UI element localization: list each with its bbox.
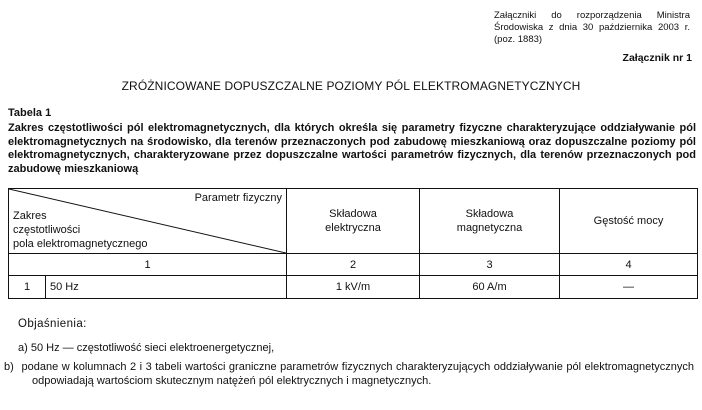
limits-table xyxy=(8,188,698,299)
column-number-2: 2 xyxy=(287,254,420,276)
annex-number: Załącznik nr 1 xyxy=(622,52,692,64)
magnetic-header-line-2: magnetyczna xyxy=(456,222,523,234)
physical-parameter-label: Parametr fizyczny xyxy=(194,192,282,204)
electric-header-line-1: Składowa xyxy=(329,208,377,220)
note-b-text: podane w kolumnach 2 i 3 tabeli wartości graniczne parametrów fizycznych charakteryzujących oddziaływanie pól elektromagnetycznych odpowiadają wartościom skutecznym natężeń pól elektrycznych i magnetycznych. xyxy=(21,361,694,387)
table-caption: Zakres częstotliwości pól elektromagnetycznych, dla których określa się parametry fizyczne charakteryzujące oddziaływanie pól elektromagnetycznych na środowisko, dla terenów przeznaczonych pod zabudowę mieszkaniową oraz dopuszczalne poziomy pól elektromagnetycznych, charakteryzowane przez dopuszczalne wartości parametrów fizycznych, dla terenów przeznaczonych pod zabudowę mieszkaniową xyxy=(8,122,696,175)
frequency-range-line-2: częstotliwości xyxy=(13,224,81,236)
electric-header-line-2: elektryczna xyxy=(325,222,381,234)
corner-header-cell xyxy=(9,189,287,254)
frequency-value: 50 Hz xyxy=(46,276,287,299)
electric-component-header xyxy=(287,189,420,254)
annex-note: Załączniki do rozporządzenia Ministra Środowiska z dnia 30 października 2003 r. (poz. 1883) xyxy=(494,10,690,45)
frequency-range-line-3: pola elektromagnetycznego xyxy=(13,238,148,250)
table-row xyxy=(9,276,698,299)
notes-title: Objaśnienia: xyxy=(18,318,87,330)
power-density-value: — xyxy=(560,276,698,299)
table-label: Tabela 1 xyxy=(8,107,52,119)
magnetic-value: 60 A/m xyxy=(420,276,560,299)
electric-value: 1 kV/m xyxy=(287,276,420,299)
document-title: ZRÓŻNICOWANE DOPUSZCZALNE POZIOMY PÓL ELEKTROMAGNETYCZNYCH xyxy=(121,79,581,93)
note-b: b) podane w kolumnach 2 i 3 tabeli wartości graniczne parametrów fizycznych charakteryzujących oddziaływanie pól elektromagnetycznych odpowiadają wartościom skutecznym natężeń pól elektrycznych i magnetycznych. xyxy=(4,361,694,387)
row-number: 1 xyxy=(9,276,46,299)
magnetic-header-line-1: Składowa xyxy=(465,208,514,220)
note-a-label: a) xyxy=(18,342,28,354)
column-number-4: 4 xyxy=(560,254,698,276)
frequency-range-line-1: Zakres xyxy=(13,210,47,222)
column-number-1: 1 xyxy=(9,254,287,276)
column-number-3: 3 xyxy=(420,254,560,276)
note-a-text: 50 Hz — częstotliwość sieci elektroenergetycznej, xyxy=(30,342,275,354)
power-density-header: Gęstość mocy xyxy=(560,189,698,254)
note-a xyxy=(18,341,694,355)
magnetic-component-header xyxy=(420,189,560,254)
frequency-range-label xyxy=(13,209,148,251)
